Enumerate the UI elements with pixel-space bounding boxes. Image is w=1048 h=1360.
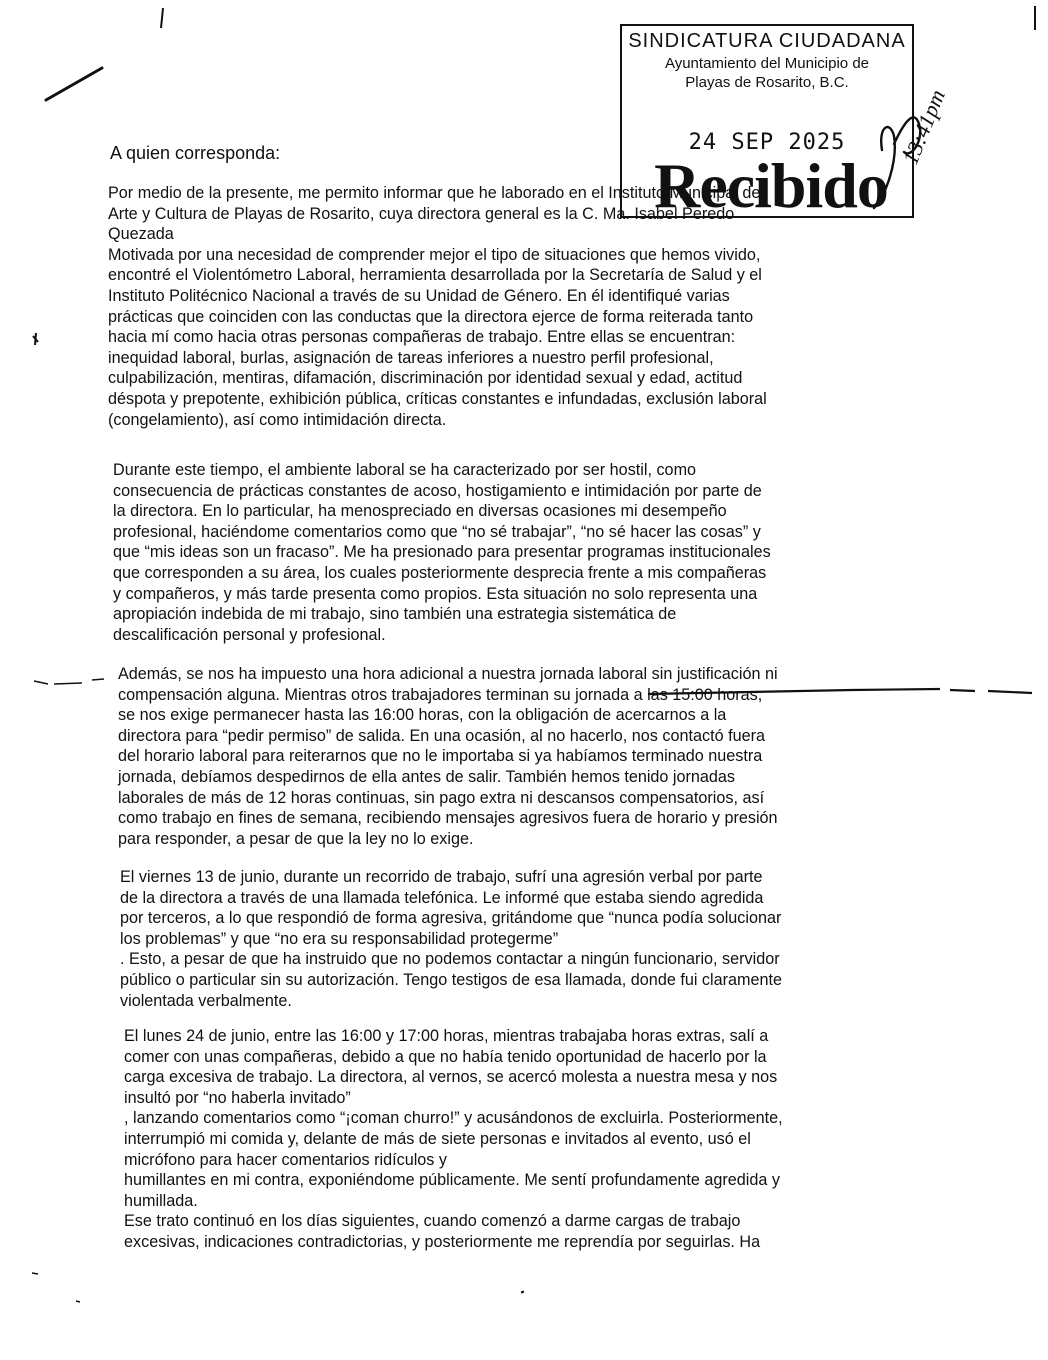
letter-paragraph-1: Por medio de la presente, me permito informar que he laborado en el Instituto Municipal de Arte y Cultura de Playas de Rosarito, cuya directora general es la C. Ma. Isabel Peredo Quezada Motivada por una necesidad de comprender mejor el tipo de situaciones que hemos vivido, encontré el Violentómetro Laboral, herramienta desarrollada por la Secretaría de Salud y el Instituto Politécnico Nacional a través de su Unidad de Género. En él identifiqué varias prácticas que coinciden con las conductas que la directora ejerce de forma reiterada tanto hacia mí como hacia otras personas compañeras de trabajo. Entre ellas se encuentran: inequidad laboral, burlas, asignación de tareas inferiores a nuestro perfil profesional, culpabilización, mentiras, difamación, discriminación por identidad sexual y edad, actitud déspota y prepotente, exhibición pública, críticas constantes e infundadas, exclusión laboral (congelamiento), así como intimidación directa. — [108, 184, 767, 429]
handwritten-time: 13:41pm — [897, 85, 950, 168]
small-dot-mark — [522, 1291, 523, 1293]
stamp-received-label: Recibido — [654, 150, 888, 221]
stamp-date: 24 SEP 2025 — [688, 130, 846, 155]
asterisk-mark — [33, 333, 38, 345]
stamp-organization: SINDICATURA CIUDADANA — [628, 30, 906, 52]
letter-paragraph-3: Además, se nos ha impuesto una hora adicional a nuestra jornada laboral sin justificación ni compensación alguna. Mientras otros trabajadores terminan su jornada a las 15:00 horas, se nos exige permanecer hasta las 16:00 horas, con la obligación de acercarnos a la directora para “pedir permiso” de salida. En una ocasión, al no hacerlo, nos contactó fuera del horario laboral para reiterarnos que no le importaba si ya habíamos terminado nuestra jornada, debíamos despedirnos de ella antes de salir. También hemos tenido jornadas laborales de más de 12 horas continuas, sin pago extra ni descansos compensatorios, así como trabajo en fines de semana, recibiendo mensajes agresivos fuera de horario y presión para responder, a pesar de que la ley no lo exige. — [118, 665, 778, 848]
tick-mark — [161, 8, 163, 28]
stamp-line-2: Playas de Rosarito, B.C. — [685, 74, 849, 91]
edge-dash-mark — [32, 1273, 80, 1302]
letter-paragraph-2: Durante este tiempo, el ambiente laboral se ha caracterizado por ser hostil, como consecuencia de prácticas constantes de acoso, hostigamiento e intimidación por parte de la directora. En lo particular, ha menospreciado en diversas ocasiones mi desempeño profesional, haciéndome comentarios como que “no sé trabajar”, “no sé hacer las cosas” y que “mis ideas son un fracaso”. Me ha presionado para presentar programas institucionales que corresponden a su área, los cuales posteriormente desprecia frente a mis compañeras y compañeros, y más tarde presenta como propios. Esta situación no solo representa una apropiación indebida de mi trabajo, sino también una estrategia sistemática de descalificación personal y profesional. — [113, 461, 771, 644]
pen-stroke-mark — [46, 68, 102, 100]
margin-dash-mark — [34, 679, 104, 684]
letter-salutation: A quien corresponda: — [110, 143, 281, 163]
letter-paragraph-4: El viernes 13 de junio, durante un recorrido de trabajo, sufrí una agresión verbal por parte de la directora a través de una llamada telefónica. Le informé que estaba siendo agredida por terceros, a lo que respondió de forma agresiva, gritándome que “nunca podía solucionar los problemas” y que “no era su responsabilidad protegerme” . Esto, a pesar de que ha instruido que no podemos contactar a ningún funcionario, servidor público o particular sin su autorización. Tengo testigos de esa llamada, donde fui claramente violentada verbalmente. — [120, 868, 782, 1010]
letter-paragraph-5: El lunes 24 de junio, entre las 16:00 y 17:00 horas, mientras trabajaba horas extras, salí a comer con unas compañeras, debido a que no había tenido oportunidad de hacerlo por la carga excesiva de trabajo. La directora, al vernos, se acercó molesta a nuestra mesa y nos insultó por “no haberla invitado” , lanzando comentarios como “¡coman churro!” y acusándonos de excluirla. Posteriormente, interrumpió mi comida y, delante de más de siete personas e invitados al evento, usó el micrófono para hacer comentarios ridículos y humillantes en mi contra, exponiéndome públicamente. Me sentí profundamente agredida y humillada. Ese trato continuó en los días siguientes, cuando comenzó a darme cargas de trabajo excesivas, indicaciones contradictorias, y posteriormente me reprendía por seguirlas. Ha — [124, 1027, 783, 1251]
stamp-line-1: Ayuntamiento del Municipio de — [664, 55, 870, 72]
